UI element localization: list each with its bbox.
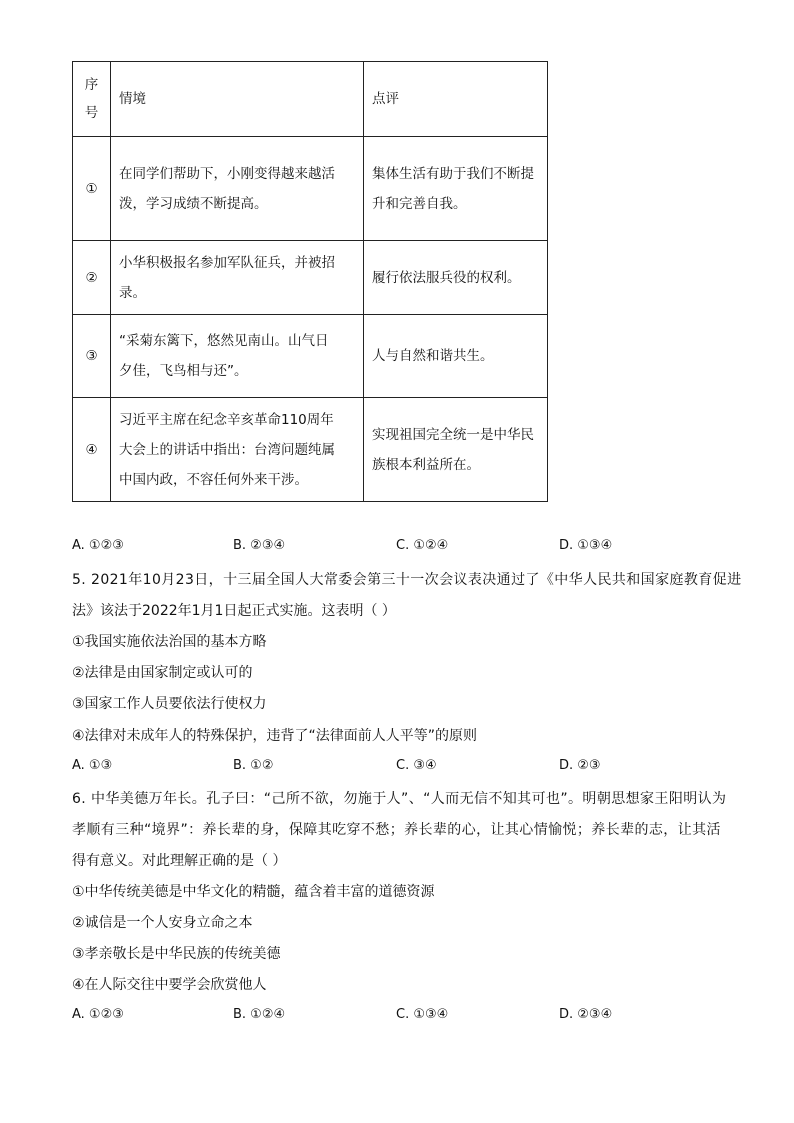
row-number: ① bbox=[73, 137, 111, 241]
comment-line: 人与自然和谐共生。 bbox=[372, 348, 494, 364]
situation-line: “采菊东篱下，悠然见南山。山气日 bbox=[119, 333, 329, 349]
question-6-statement: ①中华传统美德是中华文化的精髓，蕴含着丰富的道德资源 bbox=[72, 884, 435, 900]
question-5-statement: ②法律是由国家制定或认可的 bbox=[72, 665, 253, 681]
question-5-stem-line: 法》该法于2022年1月1日起正式实施。这表明（ ） bbox=[72, 603, 396, 619]
question-6-statement: ②诚信是一个人安身立命之本 bbox=[72, 915, 253, 931]
comment-line: 升和完善自我。 bbox=[372, 195, 467, 212]
row-number: ② bbox=[73, 241, 111, 315]
header-situation: 情境 bbox=[111, 62, 364, 137]
header-comment: 点评 bbox=[364, 62, 548, 137]
header-number-bottom: 号 bbox=[84, 105, 99, 121]
question-4-table bbox=[72, 61, 548, 502]
row-number: ③ bbox=[73, 315, 111, 398]
situation-line: 中国内政，不容任何外来干涉。 bbox=[119, 471, 308, 488]
option-d[interactable]: D. ②③④ bbox=[559, 1007, 613, 1022]
situation-line: 在同学们帮助下，小刚变得越来越活 bbox=[119, 165, 335, 182]
comment-line: 履行依法服兵役的权利。 bbox=[372, 269, 521, 286]
question-4-options bbox=[72, 538, 732, 560]
option-c[interactable]: C. ①③④ bbox=[396, 1007, 449, 1022]
row-comment bbox=[364, 137, 548, 241]
row-situation bbox=[111, 137, 364, 241]
question-6-stem-line: 6. 中华美德万年长。孔子曰：“己所不欲，勿施于人”、“人而无信不知其可也”。明朝思想家王阳明认为 bbox=[72, 791, 727, 807]
row-situation bbox=[111, 241, 364, 315]
situation-line: 习近平主席在纪念辛亥革命110周年 bbox=[119, 411, 334, 428]
row-comment bbox=[364, 398, 548, 502]
option-c[interactable]: C. ③④ bbox=[396, 758, 437, 773]
option-a[interactable]: A. ①②③ bbox=[72, 1007, 124, 1022]
question-5-statement: ④法律对未成年人的特殊保护，违背了“法律面前人人平等”的原则 bbox=[72, 728, 478, 744]
question-6-statement: ④在人际交往中要学会欣赏他人 bbox=[72, 977, 267, 993]
question-5-options bbox=[72, 758, 732, 780]
situation-line: 夕佳，飞鸟相与还”。 bbox=[119, 363, 248, 379]
option-d[interactable]: D. ②③ bbox=[559, 758, 601, 773]
table-header-row bbox=[73, 62, 548, 137]
question-5-statement: ①我国实施依法治国的基本方略 bbox=[72, 634, 267, 650]
table-row bbox=[73, 315, 548, 398]
question-6-statement: ③孝亲敬长是中华民族的传统美德 bbox=[72, 946, 281, 962]
option-a[interactable]: A. ①②③ bbox=[72, 538, 124, 553]
header-number-top: 序 bbox=[84, 77, 99, 93]
situation-line: 小华积极报名参加军队征兵，并被招 bbox=[119, 254, 335, 271]
question-6-stem-line: 得有意义。对此理解正确的是（ ） bbox=[72, 853, 287, 869]
comment-line: 集体生活有助于我们不断提 bbox=[372, 165, 534, 182]
option-a[interactable]: A. ①③ bbox=[72, 758, 113, 773]
row-situation bbox=[111, 315, 364, 398]
comment-line: 实现祖国完全统一是中华民 bbox=[372, 426, 534, 443]
question-6-stem-line: 孝顺有三种“境界”：养长辈的身，保障其吃穿不愁；养长辈的心，让其心情愉悦；养长辈的志，让其活 bbox=[72, 822, 721, 838]
question-5-statement: ③国家工作人员要依法行使权力 bbox=[72, 696, 267, 712]
table-row bbox=[73, 137, 548, 241]
row-comment bbox=[364, 241, 548, 315]
row-number: ④ bbox=[73, 398, 111, 502]
option-c[interactable]: C. ①②④ bbox=[396, 538, 449, 553]
situation-line: 泼，学习成绩不断提高。 bbox=[119, 195, 268, 212]
comment-line: 族根本利益所在。 bbox=[372, 456, 480, 473]
option-b[interactable]: B. ①② bbox=[233, 758, 274, 773]
table-row bbox=[73, 241, 548, 315]
table-row bbox=[73, 398, 548, 502]
option-b[interactable]: B. ①②④ bbox=[233, 1007, 286, 1022]
row-comment bbox=[364, 315, 548, 398]
row-situation bbox=[111, 398, 364, 502]
question-5-stem-line: 5. 2021年10月23日，十三届全国人大常委会第三十一次会议表决通过了《中华人民共和国家庭教育促进 bbox=[72, 572, 742, 588]
situation-line: 大会上的讲话中指出：台湾问题纯属 bbox=[119, 441, 335, 458]
situation-line: 录。 bbox=[119, 284, 146, 301]
option-b[interactable]: B. ②③④ bbox=[233, 538, 286, 553]
question-6-options bbox=[72, 1007, 732, 1029]
option-d[interactable]: D. ①③④ bbox=[559, 538, 613, 553]
header-number bbox=[73, 62, 111, 137]
